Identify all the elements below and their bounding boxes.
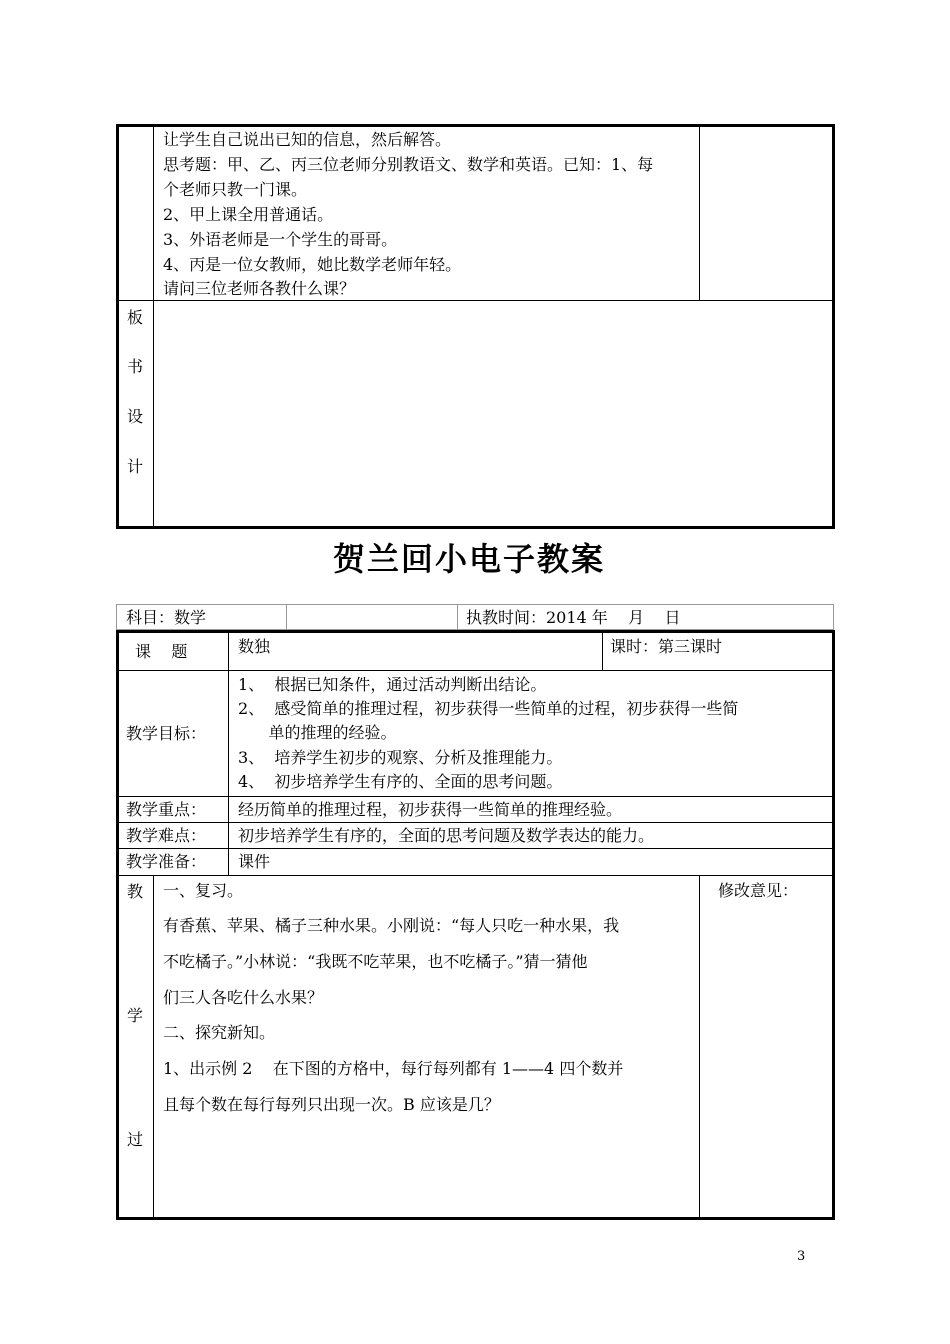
process-line: 且每个数在每行每列只出现一次。B 应该是几？: [163, 1095, 500, 1114]
row-divider: [116, 822, 835, 823]
board-label-char: 计: [127, 457, 144, 476]
subject-label: 科目：数学: [126, 608, 207, 627]
topic-label: 课 题: [135, 642, 188, 661]
page-number: 3: [797, 1249, 806, 1264]
goal-item: 1、 根据已知条件，通过活动判断出结论。: [238, 675, 547, 694]
key-point-label: 教学重点：: [126, 800, 207, 819]
page-title: 贺兰回小电子教案: [333, 540, 606, 578]
top-process-line: 个老师只教一门课。: [163, 180, 308, 199]
process-label-char: 过: [127, 1130, 144, 1149]
process-line: 二、探究新知。: [163, 1023, 276, 1042]
teaching-time-label: 执教时间：2014 年 月 日: [466, 608, 681, 627]
period-col-divider: [602, 630, 603, 670]
process-line: 有香蕉、苹果、橘子三种水果。小刚说：“每人只吃一种水果，我: [163, 916, 620, 935]
top-process-line: 3、外语老师是一个学生的哥哥。: [163, 230, 398, 249]
preparation-value: 课件: [238, 852, 271, 871]
goal-item: 4、 初步培养学生有序的、全面的思考问题。: [238, 772, 563, 791]
topic-value: 数独: [238, 637, 271, 656]
top-process-line: 思考题：甲、乙、丙三位老师分别教语文、数学和英语。已知：1、每: [163, 155, 654, 174]
process-label-divider: [153, 875, 154, 1220]
process-label-char: 教: [127, 882, 144, 901]
top-process-line: 让学生自己说出已知的信息，然后解答。: [163, 130, 452, 149]
board-label-char: 设: [127, 407, 144, 426]
process-line: 们三人各吃什么水果？: [163, 988, 324, 1007]
goal-item: 2、 感受简单的推理过程，初步获得一些简单的过程，初步获得一些简: [238, 699, 739, 718]
key-point-value: 经历简单的推理过程，初步获得一些简单的推理经验。: [238, 800, 623, 819]
process-line: 1、出示例 2 在下图的方格中，每行每列都有 1——4 四个数并: [163, 1059, 624, 1078]
process-line: 不吃橘子。”小林说：“我既不吃苹果，也不吃橘子。”猜一猜他: [163, 952, 588, 971]
row-divider: [116, 875, 835, 876]
top-table-col-divider-1: [153, 124, 154, 529]
top-process-line: 2、甲上课全用普通话。: [163, 205, 334, 224]
board-label-char: 板: [127, 308, 144, 327]
board-label-char: 书: [127, 357, 144, 376]
revision-col-divider: [699, 875, 700, 1220]
top-process-line: 4、丙是一位女教师，她比数学老师年轻。: [163, 255, 462, 274]
process-label-char: 学: [127, 1006, 144, 1025]
top-table-col-divider-2: [699, 124, 700, 301]
header-divider-2: [457, 604, 458, 630]
difficult-point-label: 教学难点：: [126, 826, 207, 845]
revision-label: 修改意见：: [718, 881, 799, 900]
row-divider: [116, 848, 835, 849]
preparation-label: 教学准备：: [126, 852, 207, 871]
period-label: 课时：第三课时: [610, 637, 723, 656]
top-process-line: 请问三位老师各教什么课？: [163, 279, 356, 298]
row-divider: [116, 796, 835, 797]
label-col-divider: [228, 630, 229, 875]
goal-item: 单的推理的经验。: [238, 723, 397, 742]
goal-item: 3、 培养学生初步的观察、分析及推理能力。: [238, 748, 563, 767]
process-line: 一、复习。: [163, 881, 244, 900]
row-divider: [116, 670, 835, 671]
header-divider-1: [286, 604, 287, 630]
goals-label: 教学目标：: [126, 724, 207, 743]
difficult-point-value: 初步培养学生有序的，全面的思考问题及数学表达的能力。: [238, 826, 655, 845]
